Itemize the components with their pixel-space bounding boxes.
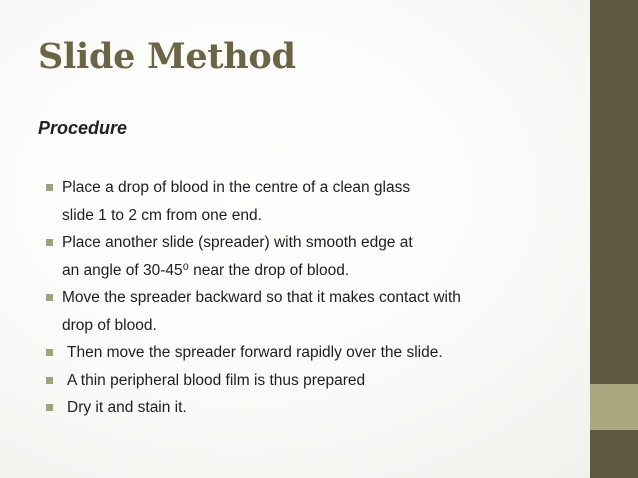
bullet-line: Move the spreader backward so that it makes contact with xyxy=(62,289,461,306)
bullet-item xyxy=(46,367,566,395)
bullet-line-continued: an angle of 30-45⁰ near the drop of blood. xyxy=(62,261,350,279)
square-bullet-icon xyxy=(46,404,53,411)
slide-subtitle: Procedure xyxy=(38,118,128,138)
bullet-line: Place another slide (spreader) with smooth edge at xyxy=(62,234,413,251)
bullet-line-continued: slide 1 to 2 cm from one end. xyxy=(62,206,262,224)
square-bullet-icon xyxy=(46,239,53,246)
bullet-item xyxy=(46,394,566,422)
square-bullet-icon xyxy=(46,349,53,356)
bullet-line: Dry it and stain it. xyxy=(67,399,187,416)
bullet-line: Place a drop of blood in the centre of a clean glass xyxy=(62,179,411,196)
bullet-line: Then move the spreader forward rapidly over the slide. xyxy=(67,344,443,361)
square-bullet-icon xyxy=(46,184,53,191)
bullet-line-continued: drop of blood. xyxy=(62,316,157,334)
bullet-list xyxy=(46,174,566,422)
bullet-item xyxy=(46,284,566,339)
slide-title: Slide Method xyxy=(38,36,296,77)
sidebar-accent-block xyxy=(590,384,638,430)
bullet-item xyxy=(46,229,566,284)
bullet-item xyxy=(46,339,566,367)
square-bullet-icon xyxy=(46,294,53,301)
bullet-item xyxy=(46,174,566,229)
square-bullet-icon xyxy=(46,377,53,384)
bullet-line: A thin peripheral blood film is thus prepared xyxy=(67,371,366,389)
